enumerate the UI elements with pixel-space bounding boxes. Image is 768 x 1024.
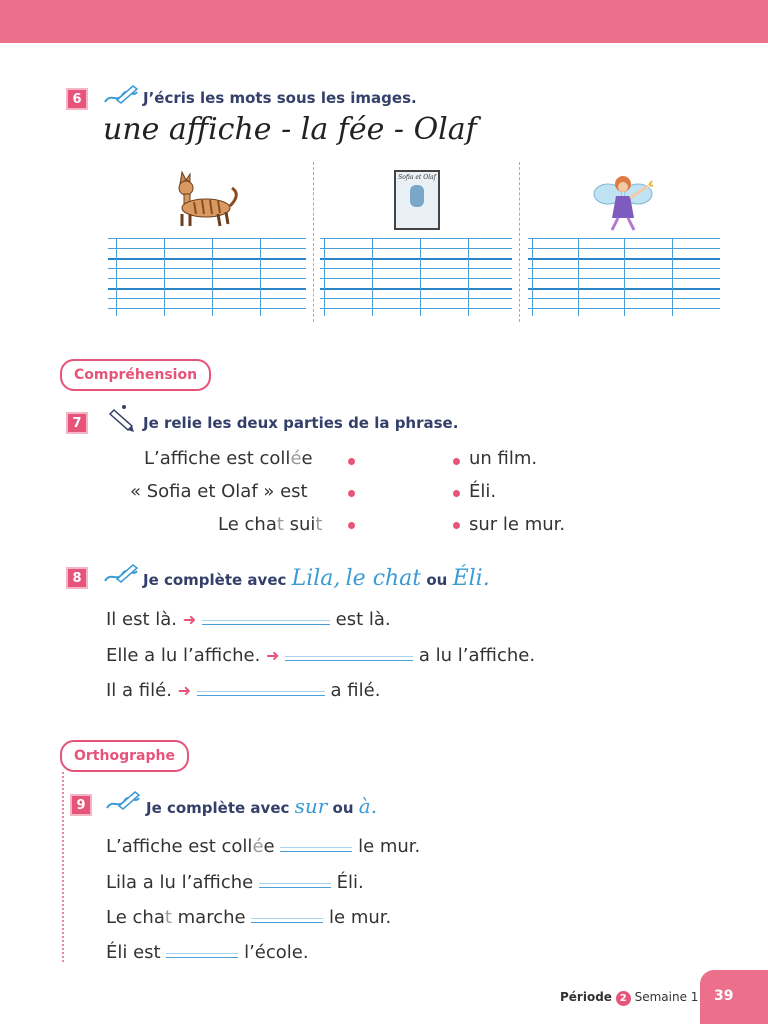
poster-caption: Sofia et Olaf (398, 174, 436, 181)
match-right-3: sur le mur. (469, 514, 566, 535)
poster-image (394, 170, 440, 230)
match-right-2: Éli. (469, 481, 497, 502)
match-dot-right-1[interactable] (453, 458, 460, 465)
match-dot-right-2[interactable] (453, 490, 460, 497)
poster-figure (410, 185, 424, 207)
fairy-image (586, 168, 662, 234)
match-dot-right-3[interactable] (453, 522, 460, 529)
cat-image (168, 168, 242, 230)
column-divider (519, 162, 520, 322)
match-right-1: un film. (469, 448, 538, 469)
exercise-6-model-words: une affiche - la fée - Olaf (103, 112, 477, 147)
fill-row-8-3: Il a filé. ➜ a filé. (106, 680, 381, 701)
section-comprehension: Compréhension (60, 359, 211, 391)
period-number-badge: 2 (616, 991, 631, 1006)
blank-9-3[interactable] (251, 910, 323, 923)
exercise-7-instruction: Je relie les deux parties de la phrase. (143, 414, 459, 432)
blank-8-2[interactable] (285, 648, 413, 661)
match-dot-left-2[interactable] (348, 490, 355, 497)
top-band (0, 0, 768, 43)
pen-writing-icon (105, 790, 141, 812)
exercise-8-instruction: Je complète avec Lila, le chat ou Éli. (143, 566, 490, 591)
match-left-3: Le chat suit (218, 514, 323, 535)
writing-lines-cat[interactable] (108, 238, 306, 316)
fill-row-9-4: Éli est l’école. (106, 942, 309, 963)
fill-row-8-2: Elle a lu l’affiche. ➜ a lu l’affiche. (106, 645, 536, 666)
blank-8-1[interactable] (202, 612, 330, 625)
blank-9-1[interactable] (280, 839, 352, 852)
dotted-margin-line (62, 772, 64, 962)
page-number: 39 (714, 988, 734, 1004)
exercise-7-number: 7 (66, 412, 88, 434)
writing-lines-poster[interactable] (320, 238, 512, 316)
section-orthographe: Orthographe (60, 740, 189, 772)
fill-row-9-1: L’affiche est collée le mur. (106, 836, 421, 857)
exercise-6-instruction: J’écris les mots sous les images. (143, 89, 417, 107)
match-left-1: L’affiche est collée (144, 448, 313, 469)
fill-row-8-1: Il est là. ➜ est là. (106, 609, 391, 630)
page-number-tab (700, 970, 768, 1024)
blank-9-2[interactable] (259, 875, 331, 888)
pen-writing-icon (103, 84, 139, 106)
exercise-9-number: 9 (70, 794, 92, 816)
pencil-link-icon (104, 404, 140, 434)
column-divider (313, 162, 314, 322)
exercise-8-number: 8 (66, 567, 88, 589)
blank-8-3[interactable] (197, 683, 325, 696)
fill-row-9-2: Lila a lu l’affiche Éli. (106, 872, 364, 893)
exercise-9-instruction: Je complète avec sur ou à. (146, 794, 378, 818)
match-dot-left-3[interactable] (348, 522, 355, 529)
fill-row-9-3: Le chat marche le mur. (106, 907, 392, 928)
match-left-2: « Sofia et Olaf » est (130, 481, 308, 502)
exercise-6-number: 6 (66, 88, 88, 110)
blank-9-4[interactable] (166, 945, 238, 958)
writing-lines-fairy[interactable] (528, 238, 720, 316)
period-week-label: Période 2 Semaine 1 (560, 990, 699, 1004)
pen-writing-icon (103, 563, 139, 585)
match-dot-left-1[interactable] (348, 458, 355, 465)
